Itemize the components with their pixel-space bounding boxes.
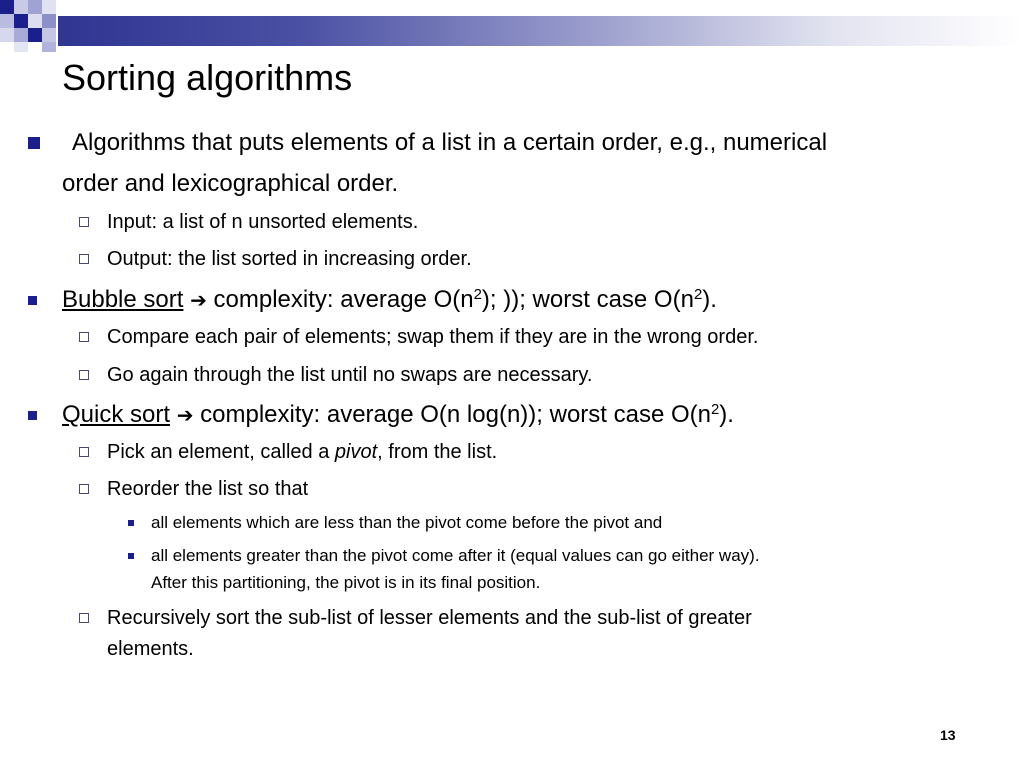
- deco-square: [14, 14, 28, 28]
- hollow-square-bullet-icon: [79, 484, 89, 494]
- output-description: Output: the list sorted in increasing order.: [107, 248, 472, 270]
- quick-step-reorder: Reorder the list so that: [107, 478, 309, 500]
- bullet-square-icon: [28, 411, 37, 420]
- pivot-term: pivot: [334, 441, 378, 463]
- exponent: 2: [693, 286, 703, 303]
- deco-square: [14, 28, 28, 42]
- bubble-complexity-a: complexity: average O(n: [213, 286, 474, 313]
- page-number: 13: [940, 727, 956, 743]
- bubble-step-repeat: Go again through the list until no swaps are necessary.: [107, 364, 593, 386]
- hollow-square-bullet-icon: [79, 332, 89, 342]
- hollow-square-bullet-icon: [79, 613, 89, 623]
- quick-step-recurse-line-1: Recursively sort the sub-list of lesser elements and the sub-list of greater: [107, 607, 752, 629]
- bubble-step-compare: Compare each pair of elements; swap them if they are in the wrong order.: [107, 326, 759, 348]
- deco-square: [0, 14, 14, 28]
- hollow-square-bullet-icon: [79, 447, 89, 457]
- pick-text-end: , from the list.: [377, 441, 498, 463]
- reorder-less-than: all elements which are less than the pivot come before the pivot and: [151, 513, 663, 532]
- reorder-greater-line-1: all elements greater than the pivot come after it (equal values can go either way).: [151, 546, 760, 565]
- hollow-square-bullet-icon: [79, 370, 89, 380]
- reorder-greater-line-2: After this partitioning, the pivot is in its final position.: [151, 573, 541, 592]
- small-square-bullet-icon: [128, 553, 134, 559]
- deco-square: [42, 42, 56, 52]
- arrow-right-icon: ➔: [190, 288, 207, 312]
- intro-text-line-2: order and lexicographical order.: [62, 170, 399, 197]
- bubble-sort-heading: [62, 285, 717, 315]
- deco-square: [28, 14, 42, 28]
- header-decoration: [0, 0, 1024, 52]
- arrow-right-icon: ➔: [176, 403, 194, 427]
- intro-text-line-1: Algorithms that puts elements of a list in a certain order, e.g., numerical: [72, 129, 828, 156]
- input-description: Input: a list of n unsorted elements.: [107, 211, 419, 233]
- header-gradient-bar: [58, 16, 1024, 46]
- small-square-bullet-icon: [128, 520, 134, 526]
- deco-square: [28, 0, 42, 14]
- deco-square: [0, 0, 14, 14]
- bubble-complexity-c: ).: [702, 286, 717, 313]
- exponent: 2: [710, 401, 720, 418]
- exponent: 2: [473, 286, 482, 303]
- bullet-square-icon: [28, 296, 37, 305]
- quick-step-pick: [107, 439, 497, 465]
- deco-square: [42, 14, 56, 28]
- bubble-complexity-b: ); )); worst case O(n: [481, 286, 694, 313]
- quick-complexity-a: complexity: average O(n log(n)); worst case O(n: [200, 401, 711, 428]
- deco-square: [42, 0, 56, 14]
- deco-square: [14, 0, 28, 14]
- quick-complexity-b: ).: [719, 401, 734, 428]
- hollow-square-bullet-icon: [79, 217, 89, 227]
- quick-sort-link[interactable]: Quick sort: [62, 401, 171, 428]
- hollow-square-bullet-icon: [79, 254, 89, 264]
- deco-square: [0, 28, 14, 42]
- quick-step-recurse-line-2: elements.: [107, 638, 194, 660]
- bubble-sort-link[interactable]: Bubble sort: [62, 286, 184, 313]
- slide-title: Sorting algorithms: [62, 57, 353, 98]
- deco-square: [14, 42, 28, 52]
- bullet-square-icon: [28, 137, 40, 149]
- deco-square: [28, 28, 42, 42]
- deco-square: [42, 28, 56, 42]
- pick-text: Pick an element, called a: [107, 441, 335, 463]
- quick-sort-heading: [62, 400, 734, 430]
